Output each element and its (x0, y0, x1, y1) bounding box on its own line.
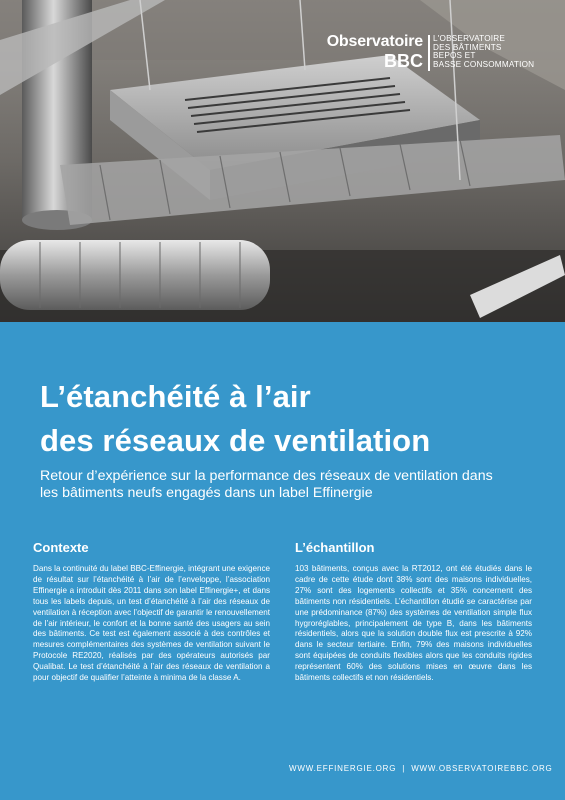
subtitle-line-2: les bâtiments neufs engagés dans un label Effinergie (40, 485, 373, 501)
subtitle-line-1: Retour d’expérience sur la performance des réseaux de ventilation dans (40, 468, 493, 484)
logo-acronym: BBC (384, 51, 423, 71)
logo-divider (428, 35, 430, 71)
echantillon-body: 103 bâtiments, conçus avec la RT2012, ont été étudiés dans le cadre de cette étude dont 38% sont des maisons individuelles, 27% sont des logements collectifs et 35% concernent des bâtiments non résidentiels. L’échantillon étudié se caractérise par une prédominance (87%) des systèmes de ventilation simple flux hygroréglables, principalement de type B, dans les bâtiments résidentiels, alors que la solution double flux est prescrite à 92% dans le secteur tertiaire. Enfin, 79% des maisons individuelles sont équipées de conduits flexibles alors que les conduits rigides représentent 60% des solutions mises en œuvre dans les bâtiments collectifs et non résidentiels. (295, 564, 532, 683)
logo-tagline (433, 35, 534, 69)
page-title (40, 375, 430, 463)
echantillon-heading: L’échantillon (295, 540, 375, 555)
footer-links (289, 764, 553, 773)
logo-tagline-line: BASSE CONSOMMATION (433, 59, 535, 69)
logo-tagline-line: L'OBSERVATOIRE (433, 34, 506, 43)
contexte-heading: Contexte (33, 540, 89, 555)
observatoire-link[interactable]: WWW.OBSERVATOIREBBC.ORG (411, 764, 553, 773)
logo-tagline-line: BEPOS ET (433, 51, 476, 61)
title-line-2: des réseaux de ventilation (40, 423, 431, 458)
footer-separator: | (402, 764, 406, 773)
contexte-body: Dans la continuité du label BBC-Effinergie, intégrant une exigence de résultat sur l’étanchéité à l’air de l’enveloppe, l’association Effinergie a introduit dès 2011 dans son label Effinergie+, et dans tous les labels depuis, un test d’étanchéité à l’air des réseaux de ventilation à réception avec l’objectif de garantir le renouvellement de l’air intérieur, le confort et la bonne santé des usagers au sein des bâtiments. Ce test est également associé à des contrôles et mesures complémentaires des systèmes de ventilation suivant le Protocole RE2020, réalisés par des opérateurs autorisés par Qualibat. Le test d’étanchéité à l’air des réseaux de ventilation a pour objectif de qualifier l’atteinte à minima de la classe A. (33, 564, 270, 683)
logo-tagline-line: DES BÂTIMENTS (433, 42, 502, 52)
effinergie-link[interactable]: WWW.EFFINERGIE.ORG (289, 764, 397, 773)
observatoire-bbc-logo (313, 33, 558, 73)
echantillon-section (295, 540, 532, 684)
page-subtitle (40, 468, 540, 502)
logo-name: Observatoire (326, 33, 423, 50)
contexte-section (33, 540, 270, 684)
title-line-1: L’étanchéité à l’air (40, 379, 311, 414)
